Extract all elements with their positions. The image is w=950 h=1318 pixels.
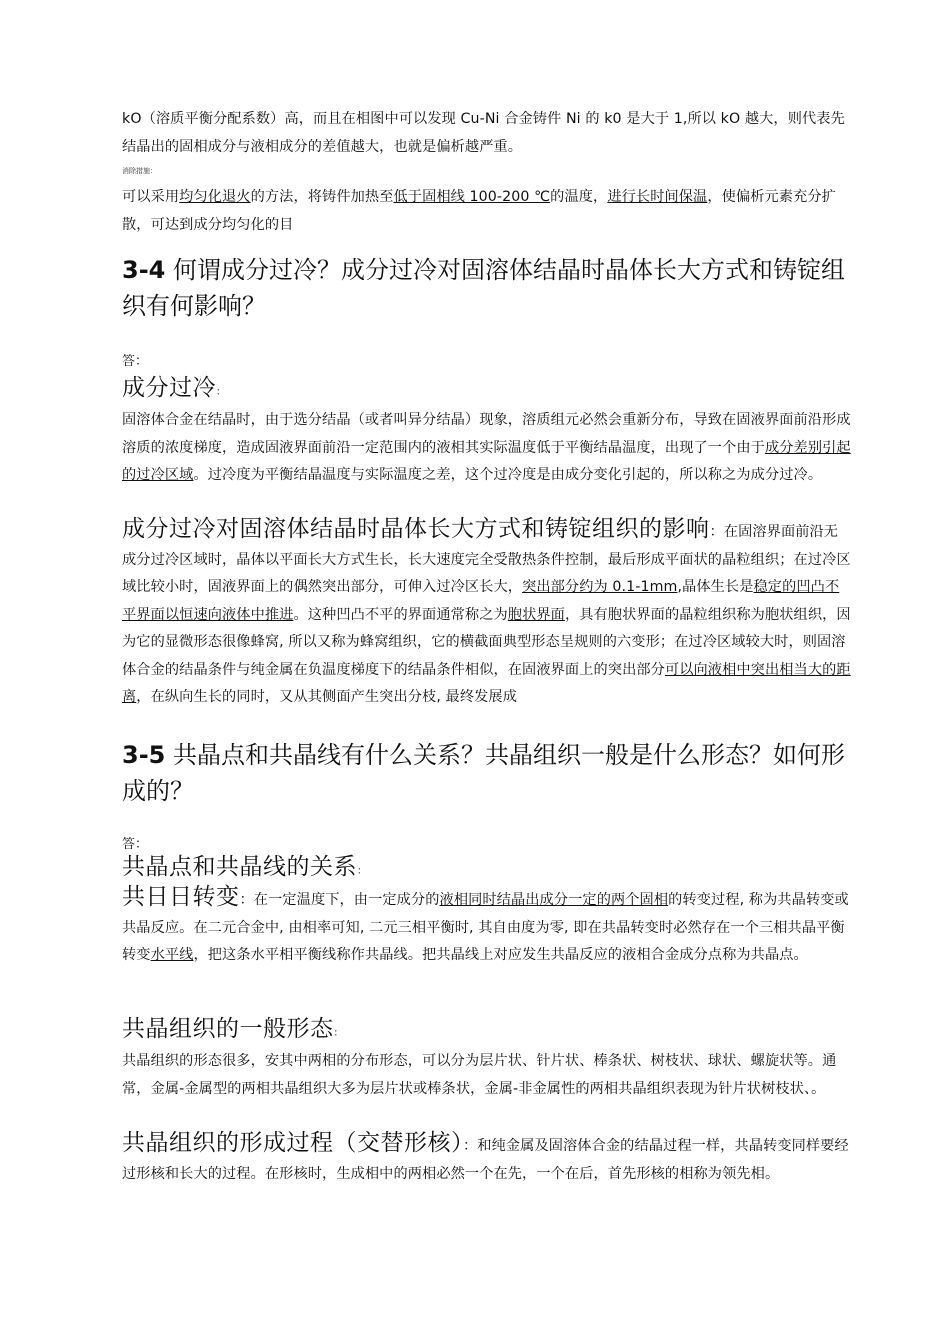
note-label: 消除措施： — [122, 167, 157, 175]
influence-subheading: 成分过冷对固溶体结晶时晶体长大方式和铸锭组织的影响 — [122, 516, 710, 542]
eutectic-text-b: 的转变过程, 称为共晶转变或共晶反应。在二元合金中, 由相率可知, 二元三相平衡时, 其自由度为零, 即在共晶转变时必然存在一个三相共晶平衡转变 — [122, 892, 849, 963]
heading-3-5-number: 3-5 — [122, 741, 166, 769]
subheading-relation-colon: ： — [357, 866, 367, 877]
influence-underline-2: 稳定的凹凸不平界面以恒速向液体中推进 — [122, 579, 840, 623]
heading-3-5 — [122, 737, 852, 809]
remedy-underline-3: 进行长时间保温 — [607, 189, 708, 205]
influence-text-e: ，在纵向生长的同时，又从其侧面产生突出分枝, 最终发展成 — [136, 689, 517, 705]
supercooling-underline: 成分差别引起的过冷区域 — [122, 439, 851, 483]
remedy-underline-1: 均匀化退火 — [179, 189, 251, 205]
intro-paragraph — [122, 106, 852, 161]
eutectic-text-a: ：在一定温度下，由一定成分的 — [239, 892, 440, 908]
eutectic-transformation-subheading: 共日日转变 — [122, 884, 240, 910]
formation-subheading: 共晶组织的形成过程（交替形核） — [122, 1130, 463, 1156]
influence-text-c: 。这种凹凸不平的界面通常称之为 — [293, 606, 508, 623]
intro-text: kO（溶质平衡分配系数）高，而且在相图中可以发现 Cu-Ni 合金铸件 Ni 的 k0 是大于 1,所以 kO 越大，则代表先结晶出的固相成分与液相成分的差值越大，也就是偏析越严重。 — [122, 111, 845, 155]
subheading-eutectic-morphology — [122, 1011, 344, 1052]
subheading-morphology-text: 共晶组织的一般形态 — [122, 1016, 334, 1042]
remedy-paragraph — [122, 184, 852, 239]
influence-text-b: ,晶体生长是 — [677, 579, 754, 595]
influence-text-a: ：在固溶界面前沿无成分过冷区域时，晶体以平面长大方式生长，长大速度完全受散热条件控制，最后形成平面状的晶粒组织；在过冷区域比较小时，固液界面上的偶然突出部分，可伸入过冷区长大， — [122, 524, 851, 595]
subheading-relation-text: 共晶点和共晶线的关系 — [122, 854, 357, 880]
remedy-text-a: 可以采用 — [122, 189, 180, 205]
heading-3-4-title: 何谓成分过冷？成分过冷对固溶体结晶时晶体长大方式和铸锭组织有何影响？ — [122, 256, 845, 320]
remedy-text-b: 的方法，将铸件加热至 — [250, 189, 394, 205]
answer-label-3-5: 答： — [122, 837, 149, 852]
eutectic-transformation-paragraph — [122, 884, 852, 970]
formation-paragraph — [122, 1130, 852, 1188]
supercooling-text-a: 固溶体合金在结晶时，由于选分结晶（或者叫异分结晶）现象，溶质组元必然会重新分布，导致在固液界面前沿形成溶质的浓度梯度，造成固液界面前沿一定范围内的液相其实际温度低于平衡结晶温度，出现了一个由于 — [122, 412, 851, 456]
subheading-text: 成分过冷 — [122, 375, 216, 401]
heading-3-4-number: 3-4 — [122, 256, 166, 284]
eutectic-text-c: ，把这条水平相平衡线称作共晶线。把共晶线上对应发生共晶反应的液相合金成分点称为共晶点。 — [193, 947, 808, 963]
influence-underline-1: 突出部分约为 0.1-1mm — [522, 579, 678, 595]
subheading-colon: ： — [216, 387, 226, 398]
morphology-paragraph: 共晶组织的形态很多，安其中两相的分布形态，可以分为层片状、针片状、棒条状、树枝状、球状、螺旋状等。通常，金属-金属型的两相共晶组织大多为层片状或棒条状，金属-非金属性的两相共晶组织表现为针片状树枝状、。 — [122, 1053, 837, 1097]
supercooling-paragraph — [122, 407, 852, 490]
influence-underline-3: 胞状界面 — [507, 606, 565, 623]
remedy-text-c: 的温度， — [550, 189, 608, 205]
formation-text: ：和纯金属及固溶体合金的结晶过程一样，共晶转变同样要经过形核和长大的过程。在形核时，生成相中的两相必然一个在先，一个在后，首先形核的相称为领先相。 — [122, 1138, 849, 1182]
remedy-text-d: ，使偏析元素充分扩散，可达到成分均匀化的目 — [122, 189, 836, 233]
heading-3-4 — [122, 252, 852, 324]
influence-text-d: ，具有胞状界面的晶粒组织称为胞状组织，因为它的显微形态很像蜂窝, 所以又称为蜂窝组织，它的横截面典型形态呈规则的六变形；在过冷区域较大时，则固溶体合金的结晶条件与纯金属在负温度梯度下的结晶条件相似，在固液界面上的突出部分 — [122, 606, 851, 678]
remedy-underline-2: 低于固相线 100-200 ℃ — [393, 189, 551, 205]
influence-underline-4: 可以向液相中突出相当大的距离 — [122, 661, 851, 705]
eutectic-underline-1: 液相同时结晶出成分一定的两个固相 — [439, 892, 669, 908]
influence-paragraph — [122, 516, 852, 712]
supercooling-text-b: 。过冷度为平衡结晶温度与实际温度之差，这个过冷度是由成分变化引起的，所以称之为成分过冷。 — [193, 467, 823, 483]
subheading-morphology-colon: ： — [333, 1028, 344, 1039]
answer-label-3-4: 答： — [122, 354, 149, 369]
eutectic-underline-2: 水平线 — [150, 947, 194, 963]
heading-3-5-title: 共晶点和共晶线有什么关系？共晶组织一般是什么形态？如何形成的？ — [122, 741, 845, 805]
subheading-constitutional-supercooling — [122, 370, 226, 411]
